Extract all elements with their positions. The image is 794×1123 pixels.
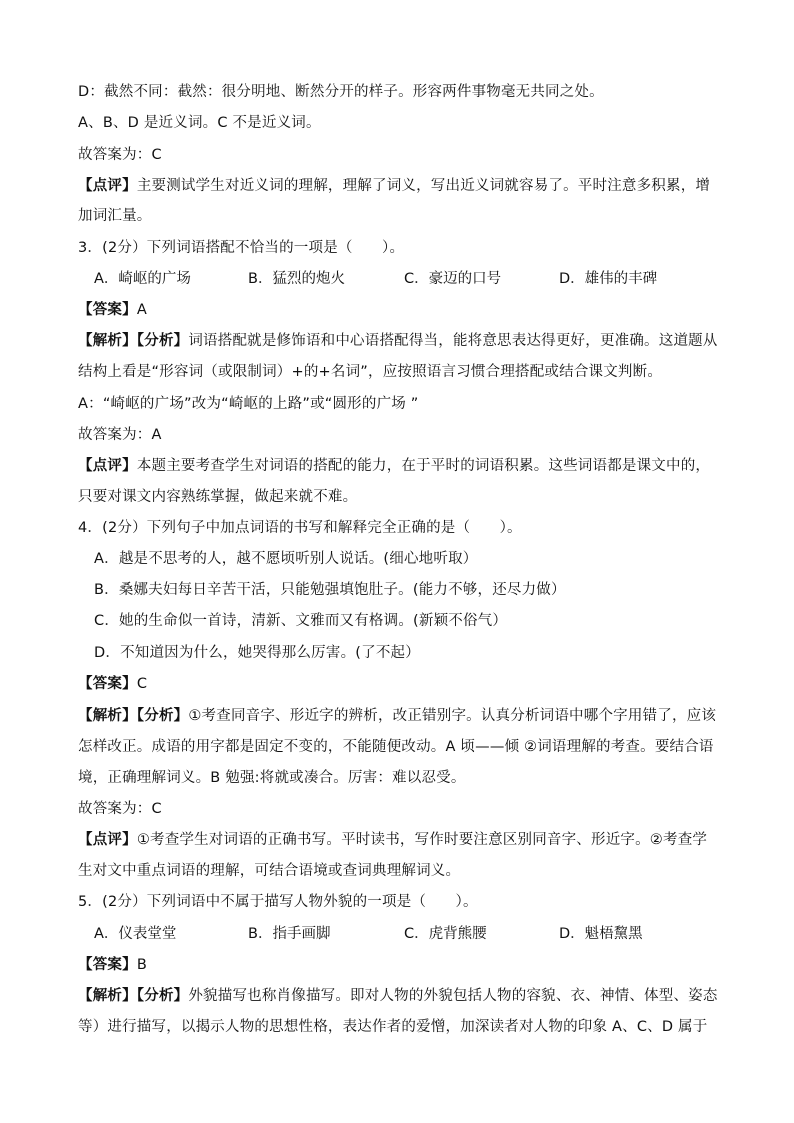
text-line: 只要对课文内容熟练掌握，做起来就不难。 [78,489,358,505]
comment-text: 本题主要考查学生对词语的搭配的能力，在于平时的词语积累。这些词语都是课文中的， [136,458,711,474]
q5-option-d: D．魁梧黧黑 [559,926,643,942]
analysis-tag: 【解析】【分析】 [78,988,189,1004]
q5-option-b: B．指手画脚 [248,926,331,942]
q3-answer [78,300,147,320]
q3-option-c: C．豪迈的口号 [404,271,502,287]
analysis-tag: 【解析】【分析】 [78,333,189,349]
comment-tag: 【点评】 [78,458,137,474]
q5-answer [78,955,147,975]
answer-tag: 【答案】 [78,302,137,318]
question-3: 3．(2分）下列词语搭配不恰当的一项是（ ）。 [78,240,405,256]
text-line: 结构上看是“形容词（或限制词）+的+名词”，应按照语言习惯合理搭配或结合课文判断。 [78,364,663,380]
comment-text: ①考查学生对词语的正确书写。平时读书，写作时要注意区别同音字、形近字。②考查学 [136,832,708,848]
question-4: 4．(2分）下列句子中加点词语的书写和解释完全正确的是（ ）。 [78,520,522,536]
q5-analysis-line [78,986,718,1006]
q5-option-a: A．仪表堂堂 [94,926,177,942]
text-line: 境，正确理解词义。B 勉强:将就或凑合。厉害：难以忍受。 [78,770,466,786]
q4-analysis-line [78,706,716,726]
q3-option-d: D．雄伟的丰碑 [559,271,658,287]
text-line: 故答案为：C [78,147,162,163]
answer-value: C [136,676,148,692]
text-line: A、B、D 是近义词。C 不是近义词。 [78,115,321,131]
comment-tag: 【点评】 [78,832,137,848]
text-line: 怎样改正。成语的用字都是固定不变的，不能随便改动。A 顷——倾 ②词语理解的考查。要结合语 [78,739,714,755]
comment-text: 主要测试学生对近义词的理解，理解了词义，写出近义词就容易了。平时注意多积累，增 [136,178,711,194]
answer-tag: 【答案】 [78,957,137,973]
q4-option-d: D．不知道因为什么，她哭得那么厉害。(了不起） [94,645,420,661]
q3-option-b: B．猛烈的炮火 [248,271,345,287]
comment-line [78,176,710,196]
text-line: 故答案为：C [78,801,162,817]
text-line: 加词汇量。 [78,208,152,224]
answer-value: A [136,302,147,318]
text-line: 故答案为：A [78,427,162,443]
analysis-text: 词语搭配就是修饰语和中心语搭配得当，能将意思表达得更好，更准确。这道题从 [188,333,718,349]
q3-comment-line [78,456,710,476]
q3-analysis-line [78,331,718,351]
q3-option-a: A．崎岖的广场 [94,271,191,287]
text-line: A：“崎岖的广场”改为“崎岖的上路”或“圆形的广场 ” [78,396,419,412]
analysis-text: ①考查同音字、形近字的辨析，改正错别字。认真分析词语中哪个字用错了，应该 [188,708,717,724]
q4-answer [78,674,147,694]
q4-comment-line [78,830,707,850]
answer-tag: 【答案】 [78,676,137,692]
q5-option-c: C．虎背熊腰 [404,926,487,942]
analysis-text: 外貌描写也称肖像描写。即对人物的外貌包括人物的容貌、衣、神情、体型、姿态 [188,988,718,1004]
question-5: 5．(2分）下列词语中不属于描写人物外貌的一项是（ ）。 [78,894,478,910]
q4-option-b: B．桑娜夫妇每日辛苦干活，只能勉强填饱肚子。(能力不够，还尽力做） [94,582,566,598]
text-line: 生对文中重点词语的理解，可结合语境或查词典理解词义。 [78,863,461,879]
answer-value: B [136,957,147,973]
text-line: 等）进行描写，以揭示人物的思想性格，表达作者的爱憎，加深读者对人物的印象 A、C、D 属于 [78,1019,708,1035]
analysis-tag: 【解析】【分析】 [78,708,189,724]
text-line: D：截然不同：截然：很分明地、断然分开的样子。形容两件事物毫无共同之处。 [78,84,604,100]
q4-option-a: A．越是不思考的人，越不愿顷听别人说话。(细心地听取） [94,551,478,567]
q4-option-c: C．她的生命似一首诗，清新、文雅而又有格调。(新颖不俗气） [94,613,508,629]
comment-tag: 【点评】 [78,178,137,194]
